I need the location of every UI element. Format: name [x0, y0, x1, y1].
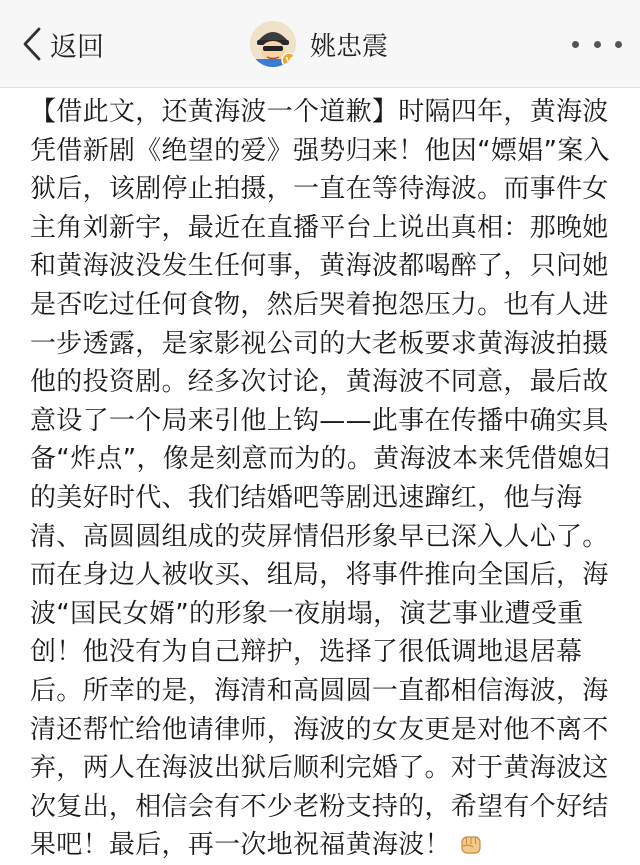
post-line: 果吧！最后，再一次地祝福黄海波！ — [30, 830, 451, 861]
more-dots-icon — [615, 41, 622, 48]
post-line: 创！他没有为自己辩护，选择了很低调地退居幕 — [30, 637, 583, 668]
post-line: 是否吃过任何食物，然后哭着抱怨压力。也有人进 — [30, 289, 609, 320]
post-line: 备“炸点”，像是刻意而为的。黄海波本来凭借媳妇 — [30, 444, 610, 475]
post-line: 后。所幸的是，海清和高圆圆一直都相信海波，海 — [30, 675, 609, 706]
fist-emoji-icon — [457, 830, 485, 858]
chevron-left-icon — [22, 27, 42, 61]
post-line: 和黄海波没发生任何事，黄海波都喝醉了，只问她 — [30, 251, 609, 282]
author-name[interactable]: 姚忠震 — [310, 31, 389, 62]
post-last-line — [30, 826, 622, 865]
post-line: 【借此文，还黄海波一个道歉】时隔四年，黄海波 — [30, 97, 609, 127]
post-body — [30, 93, 622, 865]
post-line: 一步透露，是家影视公司的大老板要求黄海波拍摄 — [30, 328, 609, 359]
more-dots-icon — [594, 41, 601, 48]
post-line: 主角刘新宇，最近在直播平台上说出真相：那晚她 — [30, 212, 609, 243]
author-info[interactable] — [250, 20, 388, 68]
post-line: 清、高圆圆组成的荧屏情侣形象早已深入人心了。 — [30, 521, 609, 552]
post-line: 清还帮忙给他请律师，海波的女友更是对他不离不 — [30, 714, 609, 745]
post-line: 而在身边人被收买、组局，将事件推向全国后，海 — [30, 560, 609, 591]
avatar[interactable] — [250, 21, 296, 67]
more-options-button[interactable] — [572, 30, 622, 58]
back-label: 返回 — [50, 31, 104, 63]
post-line: 凭借新剧《绝望的爱》强势归来！他因“嫖娼”案入 — [30, 135, 610, 166]
post-line: 次复出，相信会有不少老粉支持的，希望有个好结 — [30, 791, 609, 822]
post-line: 他的投资剧。经多次讨论，黄海波不同意，最后故 — [30, 367, 609, 398]
more-dots-icon — [572, 41, 579, 48]
post-line: 意设了一个局来引他上钩——此事在传播中确实具 — [30, 405, 609, 436]
post-line: 弃，两人在海波出狱后顺利完婚了。对于黄海波这 — [30, 753, 609, 784]
navigation-bar — [0, 0, 640, 88]
verified-badge-icon — [281, 52, 296, 67]
svg-text:V: V — [285, 56, 293, 67]
post-line: 波“国民女婿”的形象一夜崩塌，演艺事业遭受重 — [30, 598, 584, 629]
post-line: 狱后，该剧停止拍摄，一直在等待海波。而事件女 — [30, 174, 609, 205]
back-button[interactable] — [22, 22, 104, 66]
post-line: 的美好时代、我们结婚吧等剧迅速蹿红，他与海 — [30, 482, 583, 513]
